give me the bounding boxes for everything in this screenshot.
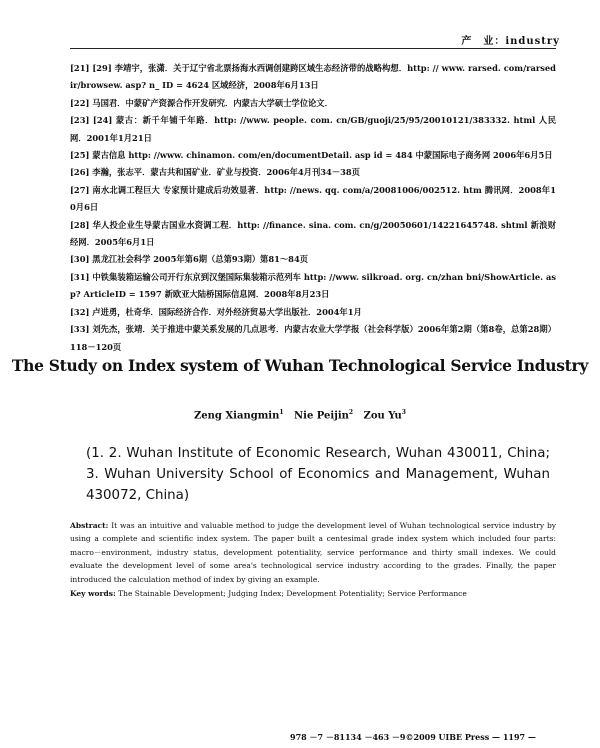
abstract-label: Abstract: (70, 521, 109, 530)
paper-title: The Study on Index system of Wuhan Technological Service Industry (11, 356, 589, 375)
reference-item: [26] 李瀚，张志平．蒙古共和国矿业．矿业与投资．2006年4月刊34－38页 (70, 167, 360, 178)
abstract-text: It was an intuitive and valuable method to judge the development level of Wuhan technological service industry by using a complete and scientific index system. The paper built a centesimal grade index system which included four parts: macro－environment, industry status, development potentiality, service performance and thirty small indexes. We could evaluate the development level of some area's technological service industry according to the grades. Finally, the paper introduced the calculation method of index by giving an example. (70, 521, 556, 584)
reference-item: [25] 蒙古信息 http: //www. chinamon. com/en/documentDetail. asp id = 484 中蒙国际电子商务网 2006年6月5日 (70, 150, 553, 161)
reference-item: [32] 卢进勇，杜奇华．国际经济合作．对外经济贸易大学出版社．2004年1月 (70, 306, 362, 317)
reference-item: [28] 华人投企业生导蒙古国业水资调工程．http: //finance. sina. com. cn/g/20050601/14221645748. shtml 新浪财经网．2005年6月1日 (70, 219, 556, 248)
author-line (0, 409, 600, 421)
reference-item: [30] 黑龙江社会科学 2005年第6期（总第93期）第81～84页 (70, 254, 309, 265)
header-rule (70, 48, 556, 49)
page-footer: 978 －7 －81134 －463 －9©2009 UIBE Press — 1197 — (290, 732, 536, 742)
abstract (70, 519, 556, 586)
author-mark: 3 (401, 409, 406, 416)
author-mark: 1 (279, 409, 284, 416)
reference-item: [21] [29] 李靖宇，张潇．关于辽宁省北票扬海水西调创建跨区域生态经济带的战略构想．http: // www. rarsed. com/rarsedir/browsew. asp? n_ ID = 4624 区域经济，2008年6月13日 (70, 63, 556, 91)
reference-item: [23] [24] 蒙古：新千年铺千年路．http: //www. people. com. cn/GB/guoji/25/95/20010121/383332. html 人民网．2001年1月21日 (70, 115, 556, 143)
reference-item: [31] 中铁集装箱运输公司开行东京到汉堡国际集装箱示范列车 http: //www. silkroad. org. cn/zhan bni/ShowArticle. asp? ArticleID = 1597 新欧亚大陆桥国际信息网．2008年8月23日 (70, 271, 556, 300)
reference-item: [22] 马国君．中蒙矿产资源合作开发研究．内蒙古大学硕士学位论文． (70, 97, 333, 108)
running-header: 产 业：industry (461, 36, 560, 47)
author-mark: 2 (348, 409, 354, 416)
author-name: Zeng Xiangmin (194, 410, 280, 422)
keywords-text: The Stainable Development; Judging Index; Development Potentiality; Service Performance (118, 589, 467, 598)
reference-item: [33] 刘先杰，张靖．关于推进中蒙关系发展的几点思考．内蒙古农业大学学报（社会科学版）2006年第2期（第8卷，总第28期）118－120页 (70, 324, 556, 352)
keywords-label: Key words: (70, 589, 116, 598)
reference-list (70, 60, 556, 356)
keywords (70, 587, 556, 600)
reference-item: [27] 南水北调工程巨大 专家预计建成后功效显著．http: //news. qq. com/a/20081006/002512. htm 腾讯网．2008年10月6日 (70, 184, 556, 213)
author-name: Zou Yu (363, 410, 402, 422)
affiliation: (1. 2. Wuhan Institute of Economic Research, Wuhan 430011, China; 3. Wuhan University School of Economics and Management, Wuhan 430072, China) (86, 446, 550, 503)
author-name: Nie Peijin (294, 410, 349, 422)
